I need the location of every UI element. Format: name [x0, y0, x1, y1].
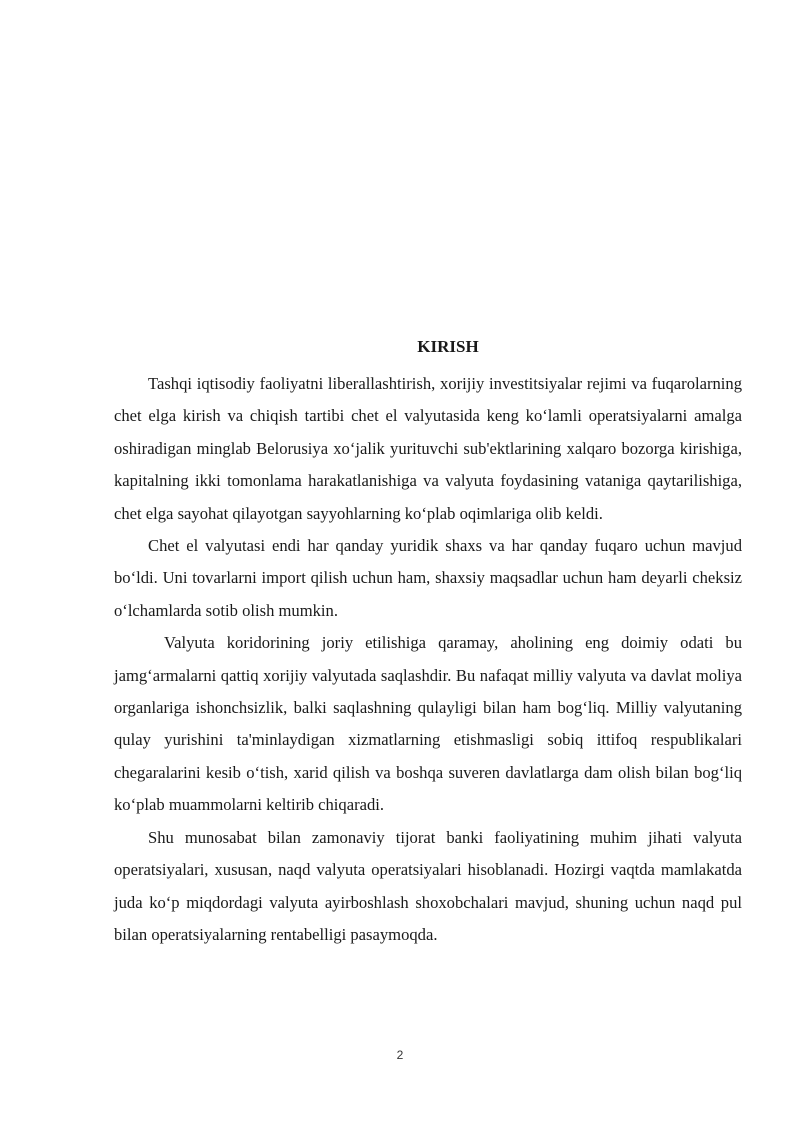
- page-number: 2: [396, 1048, 404, 1062]
- paragraph-3: Valyuta koridorining joriy etilishiga qaramay, aholining eng doimiy odati bu jamg‘armalarni qattiq xorijiy valyutada saqlashdir. Bu nafaqat milliy valyuta va davlat moliya organlariga ishonchsizlik, balki saqlashning qulayligi bilan ham bog‘liq. Milliy valyutaning qulay yurishini ta'minlaydigan xizmatlarning etishmasligi sobiq ittifoq respublikalari chegaralarini kesib o‘tish, xarid qilish va boshqa suveren davlatlarga dam olish bilan bog‘liq ko‘plab muammolarni keltirib chiqaradi.: [114, 633, 742, 815]
- paragraph-1: Tashqi iqtisodiy faoliyatni liberallashtirish, xorijiy investitsiyalar rejimi va fuqarolarning chet elga kirish va chiqish tartibi chet el valyutasida keng ko‘lamli operatsiyalarni amalga oshiradigan minglab Belorusiya xo‘jalik yurituvchi sub'ektlarining xalqaro bozorga kirishiga, kapitalning ikki tomonlama harakatlanishiga va valyuta foydasining vataniga qaytarilishiga, chet elga sayohat qilayotgan sayyohlarning ko‘plab oqimlariga olib keldi.: [114, 374, 742, 523]
- section-heading: KIRISH: [417, 337, 479, 356]
- paragraph-4: Shu munosabat bilan zamonaviy tijorat banki faoliyatining muhim jihati valyuta operatsiyalari, xususan, naqd valyuta operatsiyalari hisoblanadi. Hozirgi vaqtda mamlakatda juda ko‘p miqdordagi valyuta ayirboshlash shoxobchalari mavjud, shuning uchun naqd pul bilan operatsiyalarning rentabelligi pasaymoqda.: [114, 827, 742, 944]
- paragraph-2: Chet el valyutasi endi har qanday yuridik shaxs va har qanday fuqaro uchun mavjud bo‘ldi. Uni tovarlarni import qilish uchun ham, shaxsiy maqsadlar uchun ham deyarli cheksiz o‘lchamlarda sotib olish mumkin.: [114, 536, 742, 620]
- document-body: [114, 335, 742, 951]
